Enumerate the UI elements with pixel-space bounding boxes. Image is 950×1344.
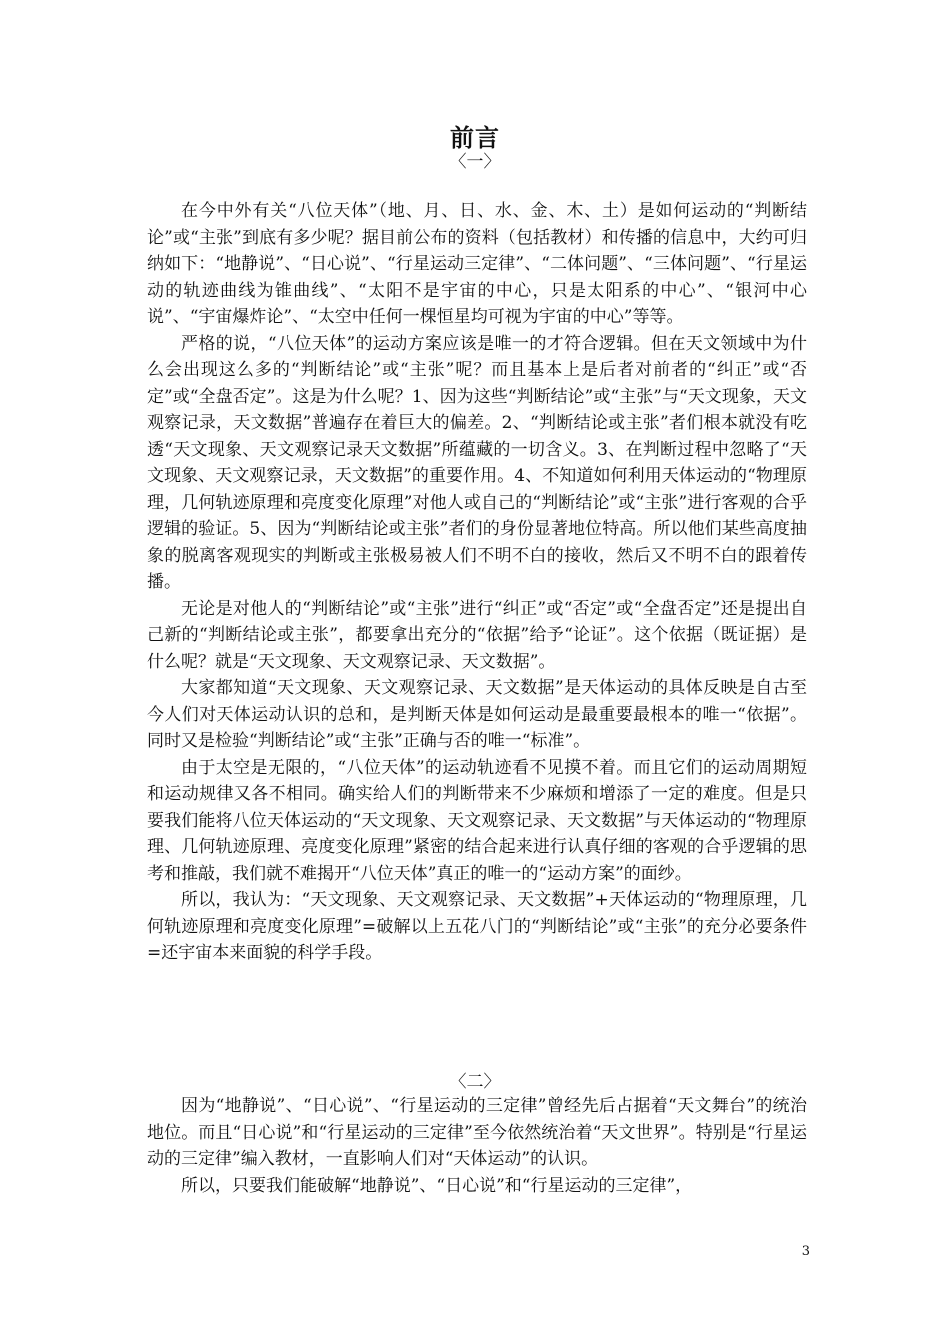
paragraph: 所以，我认为：“天文现象、天文观察记录、天文数据”+天体运动的“物理原理，几何轨迹原理和亮度变化原理”=破解以上五花八门的“判断结论”或“主张”的充分必要条件=还宇宙本来面貌的科学手段。	[147, 890, 807, 963]
paragraph: 在今中外有关“八位天体”（地、月、日、水、金、木、土）是如何运动的“判断结论”或“主张”到底有多少呢？据目前公布的资料（包括教材）和传播的信息中，大约可归纳如下：“地静说”、“日心说”、“行星运动三定律”、“二体问题”、“三体问题”、“行星运动的轨迹曲线为锥曲线”、“太阳不是宇宙的中心，只是太阳系的中心”、“银河中心说”、“宇宙爆炸论”、“太空中任何一棵恒星均可视为宇宙的中心”等等。	[147, 201, 807, 327]
section-body-2	[147, 1093, 807, 1199]
paragraph: 所以，只要我们能破解“地静说”、“日心说”和“行星运动的三定律”，	[181, 1175, 693, 1196]
paragraph: 由于太空是无限的，“八位天体”的运动轨迹看不见摸不着。而且它们的运动周期短和运动规律又各不相同。确实给人们的判断带来不少麻烦和增添了一定的难度。但是只要我们能将八位天体运动的“天文现象、天文观察记录、天文数据”与天体运动的“物理原理、几何轨迹原理、亮度变化原理”紧密的结合起来进行认真仔细的客观的合乎逻辑的思考和推敲，我们就不难揭开“八位天体”真正的唯一的“运动方案”的面纱。	[147, 757, 807, 884]
paragraph: 因为“地静说”、“日心说”、“行星运动的三定律”曾经先后占据着“天文舞台”的统治地位。而且“日心说”和“行星运动的三定律”至今依然统治着“天文世界”。特别是“行星运动的三定律”编入教材，一直影响人们对“天体运动”的认识。	[147, 1096, 807, 1169]
section-body-1	[147, 198, 807, 967]
page-title: 前言	[450, 123, 500, 152]
section-heading-1: 〈一〉	[449, 152, 501, 172]
paragraph: 无论是对他人的“判断结论”或“主张”进行“纠正”或“否定”或“全盘否定”还是提出自己新的“判断结论或主张”，都要拿出充分的“依据”给予“论证”。这个依据（既证据）是什么呢？就是“天文现象、天文观察记录、天文数据”。	[147, 598, 807, 672]
section-heading-2: 〈二〉	[449, 1072, 501, 1092]
paragraph: 严格的说，“八位天体”的运动方案应该是唯一的才符合逻辑。但在天文领域中为什么会出现这么多的“判断结论”或“主张”呢？而且基本上是后者对前者的“纠正”或“否定”或“全盘否定”。这是为什么呢？1、因为这些“判断结论”或“主张”与“天文现象，天文观察记录，天文数据”普遍存在着巨大的偏差。2、“判断结论或主张”者们根本就没有吃透“天文现象、天文观察记录天文数据”所蕴藏的一切含义。3、在判断过程中忽略了“天文现象、天文观察记录，天文数据”的重要作用。4、不知道如何利用天体运动的“物理原理，几何轨迹原理和亮度变化原理”对他人或自己的“判断结论”或“主张”进行客观的合乎逻辑的验证。5、因为“判断结论或主张”者们的身份显著地位特高。所以他们某些高度抽象的脱离客观现实的判断或主张极易被人们不明不白的接收，然后又不明不白的跟着传播。	[147, 333, 807, 592]
page-number: 3	[801, 1244, 810, 1259]
paragraph: 大家都知道“天文现象、天文观察记录、天文数据”是天体运动的具体反映是自古至今人们对天体运动认识的总和，是判断天体是如何运动是最重要最根本的唯一“依据”。同时又是检验“判断结论”或“主张”正确与否的唯一“标准”。	[147, 678, 807, 751]
